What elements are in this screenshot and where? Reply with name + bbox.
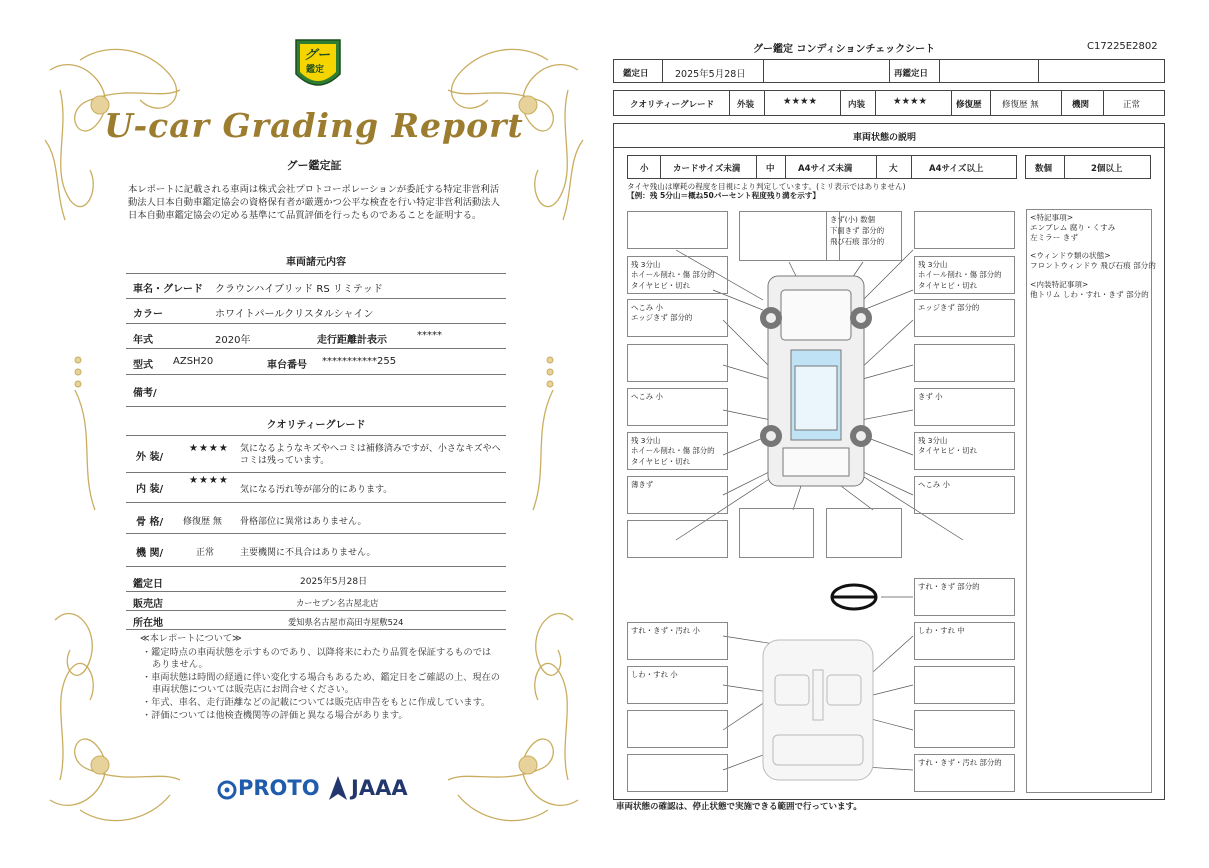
special-item: エンブレム 腐り・くすみ [1030, 223, 1116, 232]
redate-label: 再鑑定日 [894, 69, 929, 79]
certificate-title: U-car Grading Report [104, 106, 524, 145]
note-item: ・鑑定時点の車両状態を示すものであり、以降将来にわたり品質を保証するものではありません。 [142, 646, 492, 671]
annotation-text: きず(小) 数個 [830, 215, 876, 224]
address-label: 所在地 [133, 618, 163, 629]
divider [126, 472, 506, 473]
size-medium-desc: A4サイズ未満 [798, 164, 853, 174]
chassis-label: 車台番号 [267, 360, 307, 371]
annotation-box-left-rear-door [627, 388, 728, 426]
divider [126, 406, 506, 407]
engine-value: 正常 [196, 548, 215, 558]
repair-value: 修復歴 無 [1002, 100, 1039, 110]
divider [126, 298, 506, 299]
divider [126, 591, 506, 592]
interior-heading: <内装特記事項> [1030, 280, 1089, 289]
grade-label: クオリティーグレード [630, 100, 715, 110]
annotation-box-left-rear-tire [627, 432, 728, 470]
annotation-box [826, 508, 902, 558]
annotation-box [739, 508, 814, 558]
certificate-intro: 本レポートに記載される車両は株式会社プロトコーポレーションが委託する特定非営利活動法人日本自動車鑑定協会の資格保有者が厳選かつ公平な検査を行い特定非営利活動法人日本自動車鑑定協会の定める基準にて品質評価を行ったものであることを証明する。 [128, 184, 500, 221]
interior-label: 内 装/ [136, 484, 164, 495]
annotation-box-interior-right-bottom [914, 754, 1015, 792]
car-name-value: クラウンハイブリッド RS リミテッド [215, 284, 383, 295]
size-medium: 中 [766, 164, 775, 174]
condition-check-sheet [613, 0, 1165, 868]
address-value: 愛知県名古屋市高田寺屋敷524 [288, 617, 404, 627]
inspection-date-label: 鑑定日 [133, 579, 163, 590]
annotation-box-interior-left-mid [627, 666, 728, 704]
annotation-text: すれ・きず 部分的 [918, 582, 980, 591]
annotation-box-left-front [627, 299, 728, 337]
chassis-value: ***********255 [322, 356, 397, 367]
annotation-text: ホイール削れ・傷 部分的 [918, 270, 1002, 279]
annotation-text: 下面きず 部分的 [830, 226, 885, 235]
size-large-desc: A4サイズ以上 [929, 164, 984, 174]
annotation-text: 残 3分山 [631, 436, 661, 445]
annotation-box [914, 666, 1015, 704]
model-label: 型式 [133, 360, 153, 371]
size-small: 小 [640, 164, 649, 174]
annotation-text: 残 3分山 [631, 260, 661, 269]
year-value: 2020年 [215, 335, 251, 346]
annotation-text: タイヤヒビ・切れ [918, 281, 977, 290]
divider [126, 435, 506, 436]
annotation-text: エッジきず 部分的 [918, 303, 980, 312]
color-value: ホワイトパールクリスタルシャイン [215, 309, 374, 320]
date-label: 鑑定日 [623, 69, 649, 79]
annotation-text: ホイール削れ・傷 部分的 [631, 270, 715, 279]
annotation-text: しわ・すれ 小 [631, 670, 678, 679]
annotation-box-left-front-tire [627, 256, 728, 294]
frame-note: 骨格部位に異常はありません。 [240, 517, 367, 527]
annotation-box-steering [914, 578, 1015, 616]
date-value: 2025年5月28日 [675, 69, 746, 80]
annotation-text: 残 3分山 [918, 260, 948, 269]
annotation-box [739, 211, 840, 261]
annotation-text: すれ・きず・汚れ 小 [631, 626, 700, 635]
annotation-box-right-rear-tire [914, 432, 1015, 470]
divider [126, 374, 506, 375]
annotation-box [914, 710, 1015, 748]
annotation-box [627, 344, 728, 382]
note-item: ・年式、車名、走行距離などの記載については販売店申告をもとに作成しています。 [142, 696, 491, 708]
exterior-note: 気になるようなキズやヘコミは補修済みですが、小さなキズやヘコミは残っています。 [240, 444, 501, 466]
annotation-box [627, 520, 728, 558]
divider [126, 502, 506, 503]
annotation-text: へこみ 小 [631, 303, 663, 312]
annotation-text: 薄きず [631, 480, 654, 489]
divider [126, 323, 506, 324]
interior-stars: ★★★★ [893, 96, 928, 107]
sheet-title: グー鑑定 コンディションチェックシート [753, 44, 936, 55]
interior-item: 他トリム しわ・すれ・きず 部分的 [1030, 290, 1149, 299]
exterior-label: 外装 [737, 100, 755, 110]
annotation-box [914, 344, 1015, 382]
exterior-label: 外 装/ [136, 452, 164, 463]
annotation-box-right-rear [914, 476, 1015, 514]
annotation-box [627, 211, 728, 249]
shop-label: 販売店 [133, 599, 163, 610]
interior-stars: ★★★★ [189, 475, 229, 486]
jaaa-logo-icon [327, 774, 349, 802]
report-notes [140, 633, 500, 722]
specs-heading: 車両諸元内容 [286, 257, 346, 268]
annotation-text: エッジきず 部分的 [631, 313, 693, 322]
jaaa-logo: JAAA [351, 776, 408, 800]
divider [126, 273, 506, 274]
engine-value: 正常 [1123, 100, 1141, 110]
interior-label: 内装 [848, 100, 866, 110]
color-label: カラー [133, 309, 163, 320]
divider [126, 566, 506, 567]
annotation-box-right-front [914, 299, 1015, 337]
annotation-text: すれ・きず・汚れ 部分的 [918, 758, 1002, 767]
annotation-box-roof [826, 211, 902, 261]
annotation-text: 残 3分山 [918, 436, 948, 445]
frame-label: 骨 格/ [136, 517, 164, 528]
annotation-text: 飛び石痕 部分的 [830, 237, 885, 246]
count-desc: 2個以上 [1091, 164, 1123, 174]
annotation-text: タイヤヒビ・切れ [918, 446, 977, 455]
frame-value: 修復歴 無 [183, 517, 222, 527]
tire-note: タイヤ残山は摩耗の程度を目視により判定しています。(ミリ表示ではありません) [627, 182, 906, 191]
badge-text-bottom: 鑑定 [306, 65, 325, 75]
proto-logo: PROTO [238, 776, 320, 800]
annotation-box-left-rear [627, 476, 728, 514]
divider [126, 629, 506, 630]
sheet-code: C17225E2802 [1087, 41, 1158, 52]
mileage-value: ***** [417, 330, 442, 341]
annotation-box [627, 754, 728, 792]
tire-example: 【例：残 5分山＝概ね50パーセント程度残り溝を示す】 [627, 191, 820, 200]
note-item: ・評価については他検査機関等の評価と異なる場合があります。 [142, 709, 408, 721]
count-label: 数個 [1035, 164, 1053, 174]
badge-text-top: グー [304, 48, 331, 63]
annotation-box [627, 710, 728, 748]
annotation-text: しわ・すれ 中 [918, 626, 965, 635]
mileage-label: 走行距離計表示 [317, 335, 387, 346]
special-item: 左ミラー きず [1030, 233, 1078, 242]
annotation-text: へこみ 小 [918, 480, 950, 489]
engine-label: 機関 [1072, 100, 1090, 110]
engine-note: 主要機関に不具合はありません。 [240, 548, 376, 558]
window-heading: <ウィンドウ類の状態> [1030, 251, 1111, 260]
repair-label: 修復歴 [956, 100, 982, 110]
divider [126, 610, 506, 611]
window-item: フロントウィンドウ 飛び石痕 部分的 [1030, 261, 1156, 270]
exterior-stars: ★★★★ [783, 96, 818, 107]
annotation-text: きず 小 [918, 392, 943, 401]
divider [126, 533, 506, 534]
certificate-subtitle: グー鑑定証 [286, 159, 342, 172]
annotation-box-interior-left-top [627, 622, 728, 660]
section-title: 車両状態の説明 [853, 133, 917, 143]
engine-label: 機 関/ [136, 548, 164, 559]
exterior-stars: ★★★★ [189, 443, 229, 454]
annotation-box-right-rear-door [914, 388, 1015, 426]
annotation-text: へこみ 小 [631, 392, 663, 401]
interior-note: 気になる汚れ等が部分的にあります。 [240, 485, 393, 495]
annotation-box [914, 211, 1015, 249]
shop-value: カーセブン名古屋北店 [296, 598, 379, 608]
sheet-footnote: 車両状態の確認は、停止状態で実施できる範囲で行っています。 [616, 802, 862, 812]
annotation-box-right-front-tire [914, 256, 1015, 294]
annotation-box-interior-right-top [914, 622, 1015, 660]
proto-logo-icon [217, 780, 237, 800]
annotation-text: タイヤヒビ・切れ [631, 281, 690, 290]
annotation-text: タイヤヒビ・切れ [631, 457, 690, 466]
inspection-date-value: 2025年5月28日 [300, 577, 368, 587]
divider [126, 348, 506, 349]
special-heading: <特記事項> [1030, 213, 1074, 222]
quality-heading: クオリティーグレード [266, 420, 366, 431]
year-label: 年式 [133, 335, 153, 346]
annotation-text: ホイール削れ・傷 部分的 [631, 446, 715, 455]
note-item: ・車両状態は時間の経過に伴い変化する場合もあるため、鑑定日をご確認の上、現在の車両状態については販売店にお問合せください。 [142, 671, 500, 696]
car-name-label: 車名・グレード [133, 284, 203, 295]
model-value: AZSH20 [173, 356, 214, 367]
grading-certificate [40, 30, 588, 840]
size-small-desc: カードサイズ未満 [673, 164, 741, 174]
size-large: 大 [889, 164, 898, 174]
remarks-label: 備考/ [133, 388, 157, 399]
notes-heading: ≪本レポートについて≫ [140, 633, 242, 644]
